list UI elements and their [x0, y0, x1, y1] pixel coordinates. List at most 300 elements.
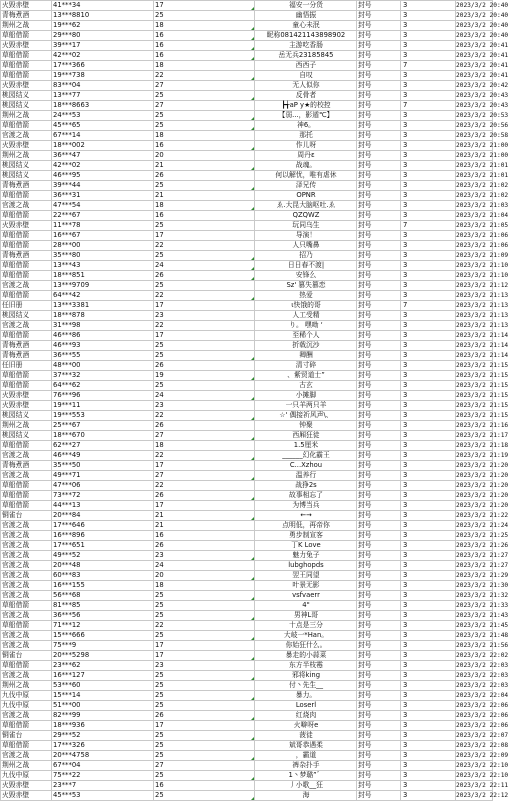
server-cell[interactable]: 火毁赤壁: [1, 141, 52, 151]
role-name-cell[interactable]: 那托: [255, 131, 357, 141]
table-row[interactable]: [1, 141, 493, 151]
status-cell[interactable]: 封号: [357, 551, 401, 561]
server-cell[interactable]: 荆州之战: [1, 21, 52, 31]
role-name-cell[interactable]: 西西子: [255, 61, 357, 71]
role-name-cell[interactable]: 丿小歌__狂: [255, 781, 357, 791]
level-cell[interactable]: 21: [154, 161, 255, 171]
account-cell[interactable]: 20***5298: [52, 651, 154, 661]
account-cell[interactable]: 67***04: [52, 761, 154, 771]
level-cell[interactable]: 22: [154, 621, 255, 631]
status-cell[interactable]: 封号: [357, 771, 401, 781]
table-row[interactable]: [1, 71, 493, 81]
count-cell[interactable]: 3: [401, 541, 456, 551]
account-cell[interactable]: 36***56: [52, 611, 154, 621]
server-cell[interactable]: 草船借箭: [1, 721, 52, 731]
role-name-cell[interactable]: 暴力。: [255, 691, 357, 701]
role-name-cell[interactable]: 大岐一*Han。: [255, 631, 357, 641]
server-cell[interactable]: 官渡之战: [1, 451, 52, 461]
status-cell[interactable]: 封号: [357, 91, 401, 101]
level-cell[interactable]: 25: [154, 751, 255, 761]
role-name-cell[interactable]: ┣╅aP y★的校控: [255, 101, 357, 111]
table-row[interactable]: [1, 241, 493, 251]
level-cell[interactable]: 25: [154, 221, 255, 231]
level-cell[interactable]: 18: [154, 581, 255, 591]
server-cell[interactable]: 火毁赤壁: [1, 791, 52, 801]
status-cell[interactable]: 封号: [357, 631, 401, 641]
level-cell[interactable]: 25: [154, 351, 255, 361]
role-name-cell[interactable]: 安锋么: [255, 271, 357, 281]
time-cell[interactable]: 2023/3/2 21:06: [456, 242, 508, 249]
table-row[interactable]: [1, 1, 493, 11]
role-name-cell[interactable]: 岳无兵23185845: [255, 51, 357, 61]
level-cell[interactable]: 16: [154, 531, 255, 541]
status-cell[interactable]: 封号: [357, 391, 401, 401]
level-cell[interactable]: 21: [154, 521, 255, 531]
role-name-cell[interactable]: 福安一分货: [255, 1, 357, 11]
level-cell[interactable]: 25: [154, 251, 255, 261]
time-cell[interactable]: 2023/3/2 21:25: [456, 532, 508, 539]
count-cell[interactable]: 3: [401, 781, 456, 791]
count-cell[interactable]: 3: [401, 511, 456, 521]
level-cell[interactable]: 26: [154, 711, 255, 721]
status-cell[interactable]: 封号: [357, 661, 401, 671]
count-cell[interactable]: 3: [401, 111, 456, 121]
status-cell[interactable]: 封号: [357, 381, 401, 391]
status-cell[interactable]: 封号: [357, 241, 401, 251]
table-row[interactable]: [1, 521, 493, 531]
level-cell[interactable]: 23: [154, 401, 255, 411]
time-cell[interactable]: 2023/3/2 20:41: [456, 42, 508, 49]
role-name-cell[interactable]: 魅力兔子: [255, 551, 357, 561]
count-cell[interactable]: 3: [401, 211, 456, 221]
time-cell[interactable]: 2023/3/2 20:41: [456, 72, 508, 79]
table-row[interactable]: [1, 191, 493, 201]
server-cell[interactable]: 草船借箭: [1, 61, 52, 71]
server-cell[interactable]: 官渡之战: [1, 531, 52, 541]
account-cell[interactable]: 36***55: [52, 351, 154, 361]
role-name-cell[interactable]: ゑ.大昆大脑呕吐.ゑ: [255, 201, 357, 211]
count-cell[interactable]: 3: [401, 561, 456, 571]
server-cell[interactable]: 官渡之战: [1, 551, 52, 561]
status-cell[interactable]: 封号: [357, 131, 401, 141]
role-name-cell[interactable]: 折戟沉沙: [255, 341, 357, 351]
level-cell[interactable]: 17: [154, 501, 255, 511]
server-cell[interactable]: 草船借箭: [1, 291, 52, 301]
table-row[interactable]: [1, 531, 493, 541]
level-cell[interactable]: 18: [154, 61, 255, 71]
server-cell[interactable]: 草船借箭: [1, 271, 52, 281]
level-cell[interactable]: 25: [154, 671, 255, 681]
status-cell[interactable]: 封号: [357, 101, 401, 111]
count-cell[interactable]: 3: [401, 571, 456, 581]
count-cell[interactable]: 3: [401, 291, 456, 301]
server-cell[interactable]: 荆州之战: [1, 151, 52, 161]
count-cell[interactable]: 3: [401, 271, 456, 281]
time-cell[interactable]: 2023/3/2 21:29: [456, 572, 508, 579]
server-cell[interactable]: 荆州之战: [1, 421, 52, 431]
count-cell[interactable]: 3: [401, 411, 456, 421]
table-row[interactable]: [1, 541, 493, 551]
role-name-cell[interactable]: 热爱: [255, 291, 357, 301]
status-cell[interactable]: 封号: [357, 61, 401, 71]
time-cell[interactable]: 2023/3/2 21:15: [456, 402, 508, 409]
time-cell[interactable]: 2023/3/2 22:08: [456, 742, 508, 749]
server-cell[interactable]: 草船借箭: [1, 71, 52, 81]
server-cell[interactable]: 火毁赤壁: [1, 391, 52, 401]
count-cell[interactable]: 3: [401, 481, 456, 491]
time-cell[interactable]: 2023/3/2 21:33: [456, 602, 508, 609]
account-cell[interactable]: 16***67: [52, 231, 154, 241]
account-cell[interactable]: 46***49: [52, 451, 154, 461]
status-cell[interactable]: 封号: [357, 651, 401, 661]
table-row[interactable]: [1, 591, 493, 601]
status-cell[interactable]: 封号: [357, 521, 401, 531]
level-cell[interactable]: 25: [154, 91, 255, 101]
table-row[interactable]: [1, 171, 493, 181]
server-cell[interactable]: 草船借箭: [1, 491, 52, 501]
level-cell[interactable]: 26: [154, 271, 255, 281]
level-cell[interactable]: 18: [154, 21, 255, 31]
table-row[interactable]: [1, 211, 493, 221]
table-row[interactable]: [1, 571, 493, 581]
server-cell[interactable]: 铜雀台: [1, 651, 52, 661]
account-cell[interactable]: 75***9: [52, 641, 154, 651]
role-name-cell[interactable]: OPNR: [255, 191, 357, 201]
status-cell[interactable]: 封号: [357, 251, 401, 261]
account-cell[interactable]: 18***670: [52, 431, 154, 441]
table-row[interactable]: [1, 271, 493, 281]
time-cell[interactable]: 2023/3/2 21:01: [456, 162, 508, 169]
level-cell[interactable]: 17: [154, 1, 255, 11]
role-name-cell[interactable]: lubghopds: [255, 561, 357, 571]
time-cell[interactable]: 2023/3/2 21:10: [456, 262, 508, 269]
table-row[interactable]: [1, 501, 493, 511]
time-cell[interactable]: 2023/3/2 21:27: [456, 552, 508, 559]
table-row[interactable]: [1, 711, 493, 721]
table-row[interactable]: [1, 631, 493, 641]
server-cell[interactable]: 桃园结义: [1, 91, 52, 101]
time-cell[interactable]: 2023/3/2 21:06: [456, 232, 508, 239]
role-name-cell[interactable]: 红烧肉: [255, 711, 357, 721]
account-cell[interactable]: 42***02: [52, 51, 154, 61]
account-cell[interactable]: 73***72: [52, 491, 154, 501]
role-name-cell[interactable]: ☆' 偶接祈风声\、: [255, 411, 357, 421]
level-cell[interactable]: 21: [154, 511, 255, 521]
level-cell[interactable]: 21: [154, 191, 255, 201]
server-cell[interactable]: 火毁赤壁: [1, 81, 52, 91]
time-cell[interactable]: 2023/3/2 20:53: [456, 112, 508, 119]
level-cell[interactable]: 18: [154, 201, 255, 211]
server-cell[interactable]: 草船借箭: [1, 661, 52, 671]
status-cell[interactable]: 封号: [357, 671, 401, 681]
level-cell[interactable]: 25: [154, 681, 255, 691]
count-cell[interactable]: 3: [401, 131, 456, 141]
account-cell[interactable]: 56***68: [52, 591, 154, 601]
count-cell[interactable]: 7: [401, 301, 456, 311]
server-cell[interactable]: 官渡之战: [1, 671, 52, 681]
count-cell[interactable]: 3: [401, 341, 456, 351]
level-cell[interactable]: 24: [154, 261, 255, 271]
table-row[interactable]: [1, 51, 493, 61]
level-cell[interactable]: 23: [154, 661, 255, 671]
table-row[interactable]: [1, 761, 493, 771]
server-cell[interactable]: 草船借箭: [1, 601, 52, 611]
count-cell[interactable]: 3: [401, 281, 456, 291]
status-cell[interactable]: 封号: [357, 491, 401, 501]
time-cell[interactable]: 2023/3/2 21:03: [456, 202, 508, 209]
status-cell[interactable]: 封号: [357, 431, 401, 441]
time-cell[interactable]: 2023/3/2 21:43: [456, 612, 508, 619]
role-name-cell[interactable]: 人只嘴鼻: [255, 241, 357, 251]
status-cell[interactable]: 封号: [357, 331, 401, 341]
level-cell[interactable]: 25: [154, 11, 255, 21]
server-cell[interactable]: 青梅煮酒: [1, 251, 52, 261]
role-name-cell[interactable]: 1.5厘米: [255, 441, 357, 451]
account-cell[interactable]: 18***002: [52, 141, 154, 151]
count-cell[interactable]: 3: [401, 191, 456, 201]
count-cell[interactable]: 3: [401, 641, 456, 651]
table-row[interactable]: [1, 691, 493, 701]
count-cell[interactable]: 3: [401, 321, 456, 331]
time-cell[interactable]: 2023/3/2 21:12: [456, 282, 508, 289]
account-cell[interactable]: 29***80: [52, 31, 154, 41]
table-row[interactable]: [1, 391, 493, 401]
table-row[interactable]: [1, 671, 493, 681]
role-name-cell[interactable]: 十点是三分: [255, 621, 357, 631]
server-cell[interactable]: 火毁赤壁: [1, 41, 52, 51]
count-cell[interactable]: 3: [401, 771, 456, 781]
role-name-cell[interactable]: 作儿呀: [255, 141, 357, 151]
time-cell[interactable]: 2023/3/2 22:06: [456, 702, 508, 709]
account-cell[interactable]: 53***60: [52, 681, 154, 691]
role-name-cell[interactable]: 日日春不渡|: [255, 261, 357, 271]
count-cell[interactable]: 3: [401, 611, 456, 621]
role-name-cell[interactable]: 邪将king: [255, 671, 357, 681]
level-cell[interactable]: 20: [154, 571, 255, 581]
level-cell[interactable]: 25: [154, 341, 255, 351]
account-cell[interactable]: 18***878: [52, 311, 154, 321]
server-cell[interactable]: 任旧册: [1, 361, 52, 371]
status-cell[interactable]: 封号: [357, 151, 401, 161]
account-cell[interactable]: 19***11: [52, 401, 154, 411]
account-cell[interactable]: 16***896: [52, 531, 154, 541]
time-cell[interactable]: 2023/3/2 21:15: [456, 372, 508, 379]
account-cell[interactable]: 16***155: [52, 581, 154, 591]
server-cell[interactable]: 草船借箭: [1, 241, 52, 251]
account-cell[interactable]: 15***666: [52, 631, 154, 641]
time-cell[interactable]: 2023/3/2 21:01: [456, 172, 508, 179]
level-cell[interactable]: 26: [154, 171, 255, 181]
level-cell[interactable]: 26: [154, 491, 255, 501]
table-row[interactable]: [1, 431, 493, 441]
status-cell[interactable]: 封号: [357, 711, 401, 721]
time-cell[interactable]: 2023/3/2 22:09: [456, 752, 508, 759]
time-cell[interactable]: 2023/3/2 21:13: [456, 302, 508, 309]
status-cell[interactable]: 封号: [357, 721, 401, 731]
time-cell[interactable]: 2023/3/2 21:18: [456, 442, 508, 449]
table-row[interactable]: [1, 581, 493, 591]
count-cell[interactable]: 3: [401, 761, 456, 771]
status-cell[interactable]: 封号: [357, 21, 401, 31]
time-cell[interactable]: 2023/3/2 20:58: [456, 132, 508, 139]
server-cell[interactable]: 官渡之战: [1, 201, 52, 211]
role-name-cell[interactable]: 玩同乌生: [255, 221, 357, 231]
account-cell[interactable]: 46***93: [52, 341, 154, 351]
account-cell[interactable]: 45***53: [52, 791, 154, 801]
level-cell[interactable]: 17: [154, 231, 255, 241]
status-cell[interactable]: 封号: [357, 561, 401, 571]
time-cell[interactable]: 2023/3/2 21:00: [456, 152, 508, 159]
server-cell[interactable]: 青梅煮酒: [1, 461, 52, 471]
table-row[interactable]: [1, 741, 493, 751]
time-cell[interactable]: 2023/3/2 22:11: [456, 782, 508, 789]
table-row[interactable]: [1, 311, 493, 321]
level-cell[interactable]: 16: [154, 211, 255, 221]
table-row[interactable]: [1, 351, 493, 361]
status-cell[interactable]: 封号: [357, 781, 401, 791]
account-cell[interactable]: 60***83: [52, 571, 154, 581]
level-cell[interactable]: 26: [154, 361, 255, 371]
table-row[interactable]: [1, 221, 493, 231]
count-cell[interactable]: 3: [401, 51, 456, 61]
server-cell[interactable]: 九伐中原: [1, 701, 52, 711]
table-row[interactable]: [1, 561, 493, 571]
server-cell[interactable]: 青梅煮酒: [1, 341, 52, 351]
count-cell[interactable]: 3: [401, 41, 456, 51]
server-cell[interactable]: 桃园结义: [1, 411, 52, 421]
server-cell[interactable]: 草船借箭: [1, 481, 52, 491]
level-cell[interactable]: 22: [154, 321, 255, 331]
table-row[interactable]: [1, 111, 493, 121]
role-name-cell[interactable]: C...Xzhou: [255, 461, 357, 471]
status-cell[interactable]: 封号: [357, 611, 401, 621]
table-row[interactable]: [1, 261, 493, 271]
status-cell[interactable]: 封号: [357, 751, 401, 761]
role-name-cell[interactable]: 勇步制宣客: [255, 531, 357, 541]
status-cell[interactable]: 封号: [357, 11, 401, 21]
level-cell[interactable]: 17: [154, 641, 255, 651]
server-cell[interactable]: 官渡之战: [1, 281, 52, 291]
server-cell[interactable]: 官渡之战: [1, 541, 52, 551]
server-cell[interactable]: 九伐中原: [1, 771, 52, 781]
level-cell[interactable]: 22: [154, 481, 255, 491]
time-cell[interactable]: 2023/3/2 21:02: [456, 182, 508, 189]
time-cell[interactable]: 2023/3/2 21:13: [456, 312, 508, 319]
count-cell[interactable]: 3: [401, 311, 456, 321]
time-cell[interactable]: 2023/3/2 21:15: [456, 412, 508, 419]
table-row[interactable]: [1, 461, 493, 471]
server-cell[interactable]: 铜雀台: [1, 511, 52, 521]
status-cell[interactable]: 封号: [357, 461, 401, 471]
table-row[interactable]: [1, 31, 493, 41]
server-cell[interactable]: 火毁赤壁: [1, 401, 52, 411]
level-cell[interactable]: 16: [154, 781, 255, 791]
account-cell[interactable]: 64***62: [52, 381, 154, 391]
account-cell[interactable]: 20***48: [52, 561, 154, 571]
table-row[interactable]: [1, 181, 493, 191]
server-cell[interactable]: 任旧册: [1, 301, 52, 311]
level-cell[interactable]: 25: [154, 791, 255, 801]
role-name-cell[interactable]: 火噼呀e: [255, 721, 357, 731]
count-cell[interactable]: 3: [401, 691, 456, 701]
server-cell[interactable]: 九伐中原: [1, 691, 52, 701]
account-cell[interactable]: 13***9709: [52, 281, 154, 291]
table-row[interactable]: [1, 91, 493, 101]
role-name-cell[interactable]: vsfvaerr: [255, 591, 357, 601]
status-cell[interactable]: 封号: [357, 571, 401, 581]
server-cell[interactable]: 荆州之战: [1, 681, 52, 691]
time-cell[interactable]: 2023/3/2 21:16: [456, 422, 508, 429]
role-name-cell[interactable]: 战魂。: [255, 161, 357, 171]
level-cell[interactable]: 17: [154, 331, 255, 341]
status-cell[interactable]: 封号: [357, 471, 401, 481]
count-cell[interactable]: 3: [401, 171, 456, 181]
role-name-cell[interactable]: 神6。: [255, 121, 357, 131]
time-cell[interactable]: 2023/3/2 20:40: [456, 2, 508, 9]
table-row[interactable]: [1, 101, 493, 111]
level-cell[interactable]: 27: [154, 761, 255, 771]
level-cell[interactable]: 17: [154, 721, 255, 731]
table-row[interactable]: [1, 441, 493, 451]
role-name-cell[interactable]: 斌哥恭遇柔: [255, 741, 357, 751]
account-cell[interactable]: 17***651: [52, 541, 154, 551]
server-cell[interactable]: 荆州之战: [1, 111, 52, 121]
role-name-cell[interactable]: 丁K Love: [255, 541, 357, 551]
account-cell[interactable]: 18***936: [52, 721, 154, 731]
status-cell[interactable]: 封号: [357, 701, 401, 711]
server-cell[interactable]: 铜雀台: [1, 731, 52, 741]
server-cell[interactable]: 荆州之战: [1, 761, 52, 771]
table-row[interactable]: [1, 301, 493, 311]
table-row[interactable]: [1, 481, 493, 491]
status-cell[interactable]: 封号: [357, 601, 401, 611]
time-cell[interactable]: 2023/3/2 21:17: [456, 432, 508, 439]
table-row[interactable]: [1, 471, 493, 481]
table-row[interactable]: [1, 701, 493, 711]
table-row[interactable]: [1, 451, 493, 461]
level-cell[interactable]: 25: [154, 111, 255, 121]
time-cell[interactable]: 2023/3/2 20:43: [456, 102, 508, 109]
account-cell[interactable]: 35***80: [52, 251, 154, 261]
role-name-cell[interactable]: 海: [255, 791, 357, 801]
account-cell[interactable]: 19***553: [52, 411, 154, 421]
server-cell[interactable]: 官渡之战: [1, 321, 52, 331]
table-row[interactable]: [1, 381, 493, 391]
table-row[interactable]: [1, 201, 493, 211]
status-cell[interactable]: 封号: [357, 411, 401, 421]
table-row[interactable]: [1, 601, 493, 611]
server-cell[interactable]: 官渡之战: [1, 711, 52, 721]
count-cell[interactable]: 7: [401, 101, 456, 111]
count-cell[interactable]: 3: [401, 501, 456, 511]
count-cell[interactable]: 3: [401, 531, 456, 541]
role-name-cell[interactable]: 人工受精: [255, 311, 357, 321]
count-cell[interactable]: 3: [401, 441, 456, 451]
status-cell[interactable]: 封号: [357, 321, 401, 331]
status-cell[interactable]: 封号: [357, 121, 401, 131]
status-cell[interactable]: 封号: [357, 111, 401, 121]
count-cell[interactable]: 3: [401, 241, 456, 251]
status-cell[interactable]: 封号: [357, 681, 401, 691]
server-cell[interactable]: 草船借箭: [1, 371, 52, 381]
table-row[interactable]: [1, 251, 493, 261]
account-cell[interactable]: 47***06: [52, 481, 154, 491]
account-cell[interactable]: 45***65: [52, 121, 154, 131]
account-cell[interactable]: 49***71: [52, 471, 154, 481]
role-name-cell[interactable]: Sz' 篡失篡恋: [255, 281, 357, 291]
time-cell[interactable]: 2023/3/2 21:27: [456, 562, 508, 569]
role-name-cell[interactable]: 清寸碎: [255, 361, 357, 371]
